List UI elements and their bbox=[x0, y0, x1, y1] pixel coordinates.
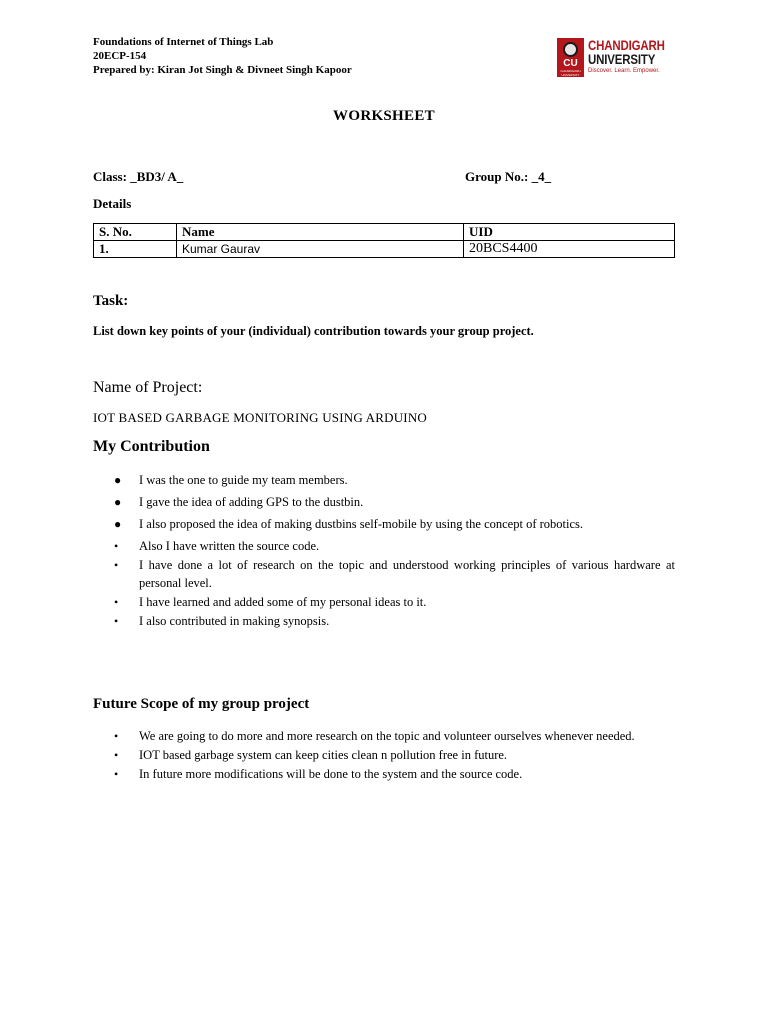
sun-emblem-icon bbox=[563, 42, 578, 57]
future-scope-list bbox=[0, 727, 768, 784]
lab-name: Foundations of Internet of Things Lab bbox=[93, 36, 274, 48]
logo-emblem-subtext: CHANDIGARH UNIVERSITY bbox=[560, 69, 581, 77]
bullet-icon: • bbox=[114, 558, 119, 572]
bullet-icon: • bbox=[114, 595, 119, 609]
header-name: Name bbox=[177, 224, 464, 241]
page-title: WORKSHEET bbox=[333, 108, 435, 124]
contribution-list bbox=[0, 471, 768, 631]
header-uid: UID bbox=[464, 224, 675, 241]
group-line: Group No.: _4_ bbox=[465, 169, 552, 184]
project-name: IOT BASED GARBAGE MONITORING USING ARDUINO bbox=[93, 410, 428, 425]
list-item: • I have done a lot of research on the topic and understood working principles of various hardware at personal level. bbox=[114, 558, 675, 590]
list-item: ● I was the one to guide my team members. bbox=[114, 473, 348, 487]
list-item: • IOT based garbage system can keep cities clean n pollution free in future. bbox=[114, 748, 508, 762]
bullet-icon: ● bbox=[114, 517, 122, 531]
list-item: • I have learned and added some of my personal ideas to it. bbox=[114, 595, 427, 609]
list-item: ● I gave the idea of adding GPS to the dustbin. bbox=[114, 495, 364, 509]
table-header-row bbox=[94, 224, 675, 241]
project-label: Name of Project: bbox=[93, 379, 203, 396]
details-label: Details bbox=[93, 196, 132, 211]
list-item: • Also I have written the source code. bbox=[114, 539, 320, 553]
table-row bbox=[94, 241, 675, 258]
logo-emblem-text: CU bbox=[563, 58, 578, 69]
task-description: List down key points of your (individual) contribution towards your group project. bbox=[93, 324, 534, 338]
university-logo bbox=[557, 38, 677, 78]
future-scope-heading: Future Scope of my group project bbox=[93, 696, 310, 712]
bullet-icon: • bbox=[114, 729, 119, 743]
bullet-icon: • bbox=[114, 614, 119, 628]
document-header bbox=[93, 35, 352, 77]
bullet-icon: ● bbox=[114, 473, 122, 487]
logo-tagline: Discover. Learn. Empower. bbox=[588, 68, 660, 74]
cell-uid: 20BCS4400 bbox=[464, 241, 675, 258]
list-item: • We are going to do more and more research on the topic and volunteer ourselves whenever needed. bbox=[114, 729, 635, 743]
bullet-icon: ● bbox=[114, 495, 122, 509]
logo-name-line2: UNIVERSITY bbox=[588, 51, 656, 67]
prepared-by: Prepared by: Kiran Jot Singh & Divneet Singh Kapoor bbox=[93, 64, 352, 76]
header-sno: S. No. bbox=[94, 224, 177, 241]
list-item: • I also contributed in making synopsis. bbox=[114, 614, 330, 628]
cell-sno: 1. bbox=[94, 241, 177, 258]
course-code: 20ECP-154 bbox=[93, 50, 147, 62]
list-item: • In future more modifications will be done to the system and the source code. bbox=[114, 767, 523, 781]
bullet-icon: • bbox=[114, 748, 119, 762]
list-item: ● I also proposed the idea of making dustbins self-mobile by using the concept of robotics. bbox=[114, 517, 584, 531]
logo-emblem-icon bbox=[557, 38, 584, 77]
class-line: Class: _BD3/ A_ bbox=[93, 169, 184, 184]
details-table bbox=[93, 223, 675, 258]
bullet-icon: • bbox=[114, 539, 119, 553]
bullet-icon: • bbox=[114, 767, 119, 781]
task-label: Task: bbox=[93, 293, 129, 309]
logo-name-line1: CHANDIGARH bbox=[588, 37, 665, 53]
contribution-heading: My Contribution bbox=[93, 438, 210, 455]
cell-name: Kumar Gaurav bbox=[177, 241, 464, 258]
